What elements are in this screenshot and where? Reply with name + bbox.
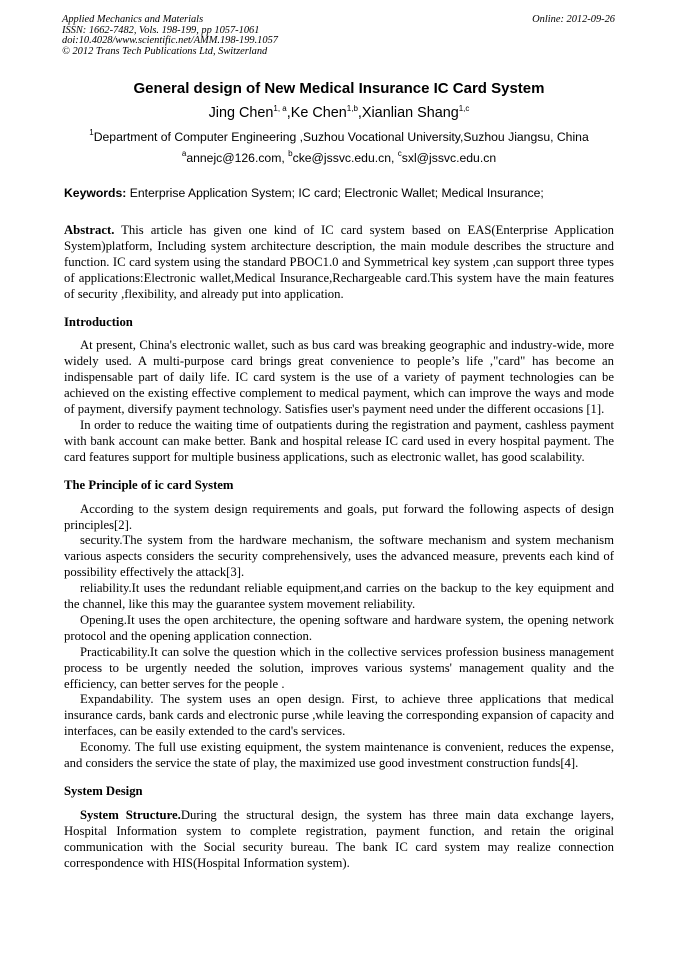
author-list: Jing Chen$^{1, a}$,Ke Chen$^{1,b}$,Xianlian Shang$^{1,c}$ xyxy=(208,104,470,121)
online-date: Online: 2012-09-26 xyxy=(532,14,615,25)
paper-body xyxy=(64,223,614,872)
abstract xyxy=(64,223,614,303)
author-affil-mark: 1,b xyxy=(346,104,358,113)
section-heading-introduction: Introduction xyxy=(64,314,133,329)
author-affil-mark: 1,c xyxy=(458,104,470,113)
paper-title: General design of New Medical Insurance IC Card System xyxy=(133,80,545,97)
author-name: Ke Chen xyxy=(290,105,347,121)
paragraph: Opening.It uses the open architecture, the opening software and hardware system, the opening network protocol and the opening application connection. xyxy=(64,612,614,643)
paragraph-text: During the structural design, the system has three main data exchange layers, Hospital Information system to complete registration, payment function, and retain the original communication with the Social security bureau. The bank IC card system may realize connection correspondence with HIS(Hospital Information system). xyxy=(64,807,614,870)
paragraph: reliability.It uses the redundant reliable equipment,and carries on the backup to the key equipment and the channel, like this may the guarantee system movement reliability. xyxy=(64,581,614,612)
keywords-label: Keywords: xyxy=(64,186,127,200)
affiliation-mark: 1 xyxy=(89,128,94,137)
email-link[interactable]: annejc@126.com, xyxy=(186,151,289,165)
journal-header xyxy=(62,15,392,58)
author-affil-mark: 1, a xyxy=(273,104,287,113)
section-heading-system-design: System Design xyxy=(64,784,143,798)
keywords-text: Enterprise Application System; IC card; Electronic Wallet; Medical Insurance; xyxy=(126,186,544,200)
paragraph: In order to reduce the waiting time of outpatients during the registration and payment, cashless payment with bank account can make better. Bank and hospital release IC card used in every hospital payment. The card features support for multiple business applications, such as electronic wallet, has good scalability. xyxy=(64,417,614,464)
affiliation xyxy=(0,130,678,145)
paragraph: security.The system from the hardware mechanism, the software mechanism and system mechanism various aspects considers the security comprehensively, uses the advanced measure, prevents each kind of possibility effectively the attack[3]. xyxy=(64,533,614,580)
paragraph xyxy=(64,808,614,872)
subsection-lead: System Structure. xyxy=(80,807,181,822)
keywords xyxy=(64,186,614,201)
abstract-text: This article has given one kind of IC card system based on EAS(Enterprise Application System)platform, Including system architecture description, the main module describes the structure and function. IC card system using the standard PBOC1.0 and Symmetrical key system ,can support three types of applications:Electronic wallet,Medical Insurance,Rechargeable card.This system have the main features of security ,flexibility, and already put into application. xyxy=(64,223,614,301)
paragraph: Economy. The full use existing equipment, the system maintenance is convenient, reduces the expense, and considers the service the state of play, the maximized use good investment construction funds[4]. xyxy=(64,740,614,771)
email-link[interactable]: cke@jssvc.edu.cn, xyxy=(292,151,398,165)
affiliation-text: Department of Computer Engineering ,Suzhou Vocational University,Suzhou Jiangsu, China xyxy=(93,130,589,144)
author-name: Jing Chen xyxy=(208,105,274,121)
paragraph: Expandability. The system uses an open design. First, to achieve three applications that medical insurance cards, bank cards and electronic purse ,while leaving the corresponding expansion of capacity and interfaces, can be easily extended to the card's services. xyxy=(64,692,614,739)
email-list: $^a$annejc@126.com, $^b$cke@jssvc.edu.cn, $^c$sxl@jssvc.edu.cn xyxy=(181,149,497,165)
section-heading-principle: The Principle of ic card System xyxy=(64,477,234,492)
abstract-label: Abstract. xyxy=(64,223,115,237)
paragraph: According to the system design requirements and goals, put forward the following aspects of design principles[2]. xyxy=(64,501,614,532)
copyright-line: © 2012 Trans Tech Publications Ltd, Switzerland xyxy=(62,46,268,58)
journal-name: Applied Mechanics and Materials xyxy=(62,14,204,25)
paragraph: At present, China's electronic wallet, such as bus card was breaking geographic and industry-wide, more widely used. A multi-purpose card brings great convenience to people’s life ,"card" has become an indispensable part of daily life. IC card system is the use of a variety of payment technologies can be achieved on the existing effective complement to medical payment, which can improve the ways and mode of payment, diversify payment technology. Satisfies user's payment need under the different occasions [1]. xyxy=(64,338,614,417)
doi-line: doi:10.4028/www.scientific.net/AMM.198-199.1057 xyxy=(62,35,278,47)
author-name: Xianlian Shang xyxy=(361,105,459,121)
issn-line: ISSN: 1662-7482, Vols. 198-199, pp 1057-1061 xyxy=(62,24,260,36)
paragraph: Practicability.It can solve the question which in the collective services profession business management process to be urgently needed the solution, improves various systems' management quality and the efficiency, can better serves for the people . xyxy=(64,644,614,691)
email-link[interactable]: sxl@jssvc.edu.cn xyxy=(401,151,497,165)
